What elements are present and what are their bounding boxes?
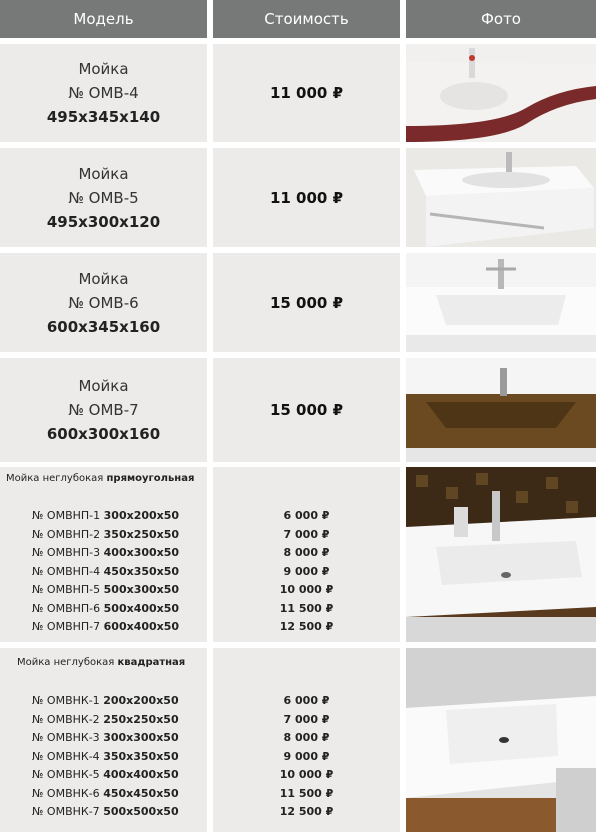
item-price: 12 500 ₽ [279, 620, 334, 633]
model-cell [0, 44, 207, 142]
item-size: 350x250x50 [103, 527, 180, 541]
model-dims: 600x300x160 [46, 425, 161, 443]
list-item [32, 803, 179, 822]
group-items [32, 507, 179, 637]
item-price: 7 000 ₽ [283, 527, 330, 541]
group-title-bold: квадратная [117, 657, 186, 668]
item-price: 12 500 ₽ [279, 805, 334, 818]
price: 15 000 ₽ [269, 401, 344, 419]
list-item [32, 729, 179, 748]
item-size: 450x450x50 [103, 786, 179, 800]
item-code: № ОМВНП-7 [32, 620, 101, 633]
item-code: № ОМВНК-5 [32, 768, 100, 781]
item-code: № ОМВНП-5 [32, 583, 101, 596]
model-name: Мойка [78, 269, 129, 288]
item-code: № ОМВНП-6 [32, 601, 101, 615]
model-cell [0, 358, 207, 462]
model-cell [0, 253, 207, 352]
price-cell [213, 44, 400, 142]
item-code: № ОМВНК-7 [32, 805, 100, 818]
group-prices [213, 692, 400, 822]
item-size: 300x200x50 [103, 509, 180, 522]
list-item [32, 785, 179, 804]
list-item [32, 507, 179, 526]
item-size: 400x400x50 [103, 768, 179, 781]
item-size: 500x500x50 [103, 805, 179, 818]
list-item [32, 711, 179, 730]
item-code: № ОМВНП-3 [32, 546, 101, 559]
item-size: 200x200x50 [103, 694, 179, 707]
group-prices [213, 507, 400, 637]
price: 11 000 ₽ [269, 84, 344, 102]
item-price: 9 000 ₽ [283, 749, 330, 763]
item-size: 500x300x50 [103, 583, 180, 596]
item-price: 8 000 ₽ [283, 546, 330, 559]
model-code: № ОМВ-4 [68, 84, 139, 102]
item-code: № ОМВНК-4 [32, 749, 100, 763]
model-code: № ОМВ-5 [68, 188, 139, 207]
item-size: 500x400x50 [103, 601, 180, 615]
item-size: 400x300x50 [103, 546, 180, 559]
model-name: Мойка [78, 377, 129, 395]
group-title [17, 657, 185, 668]
model-dims: 600x345x160 [46, 317, 161, 336]
item-price: 6 000 ₽ [283, 509, 330, 522]
item-code: № ОМВНК-1 [32, 694, 100, 707]
list-item [32, 600, 179, 619]
list-item [32, 692, 179, 711]
price: 15 000 ₽ [269, 293, 344, 312]
item-size: 250x250x50 [103, 712, 179, 726]
list-item [32, 618, 179, 637]
item-price: 9 000 ₽ [283, 564, 330, 578]
list-item [32, 766, 179, 785]
item-code: № ОМВНК-2 [32, 712, 100, 726]
sink-photo [406, 44, 596, 142]
item-price: 8 000 ₽ [283, 731, 330, 744]
list-item [32, 748, 179, 767]
group-title-plain: Мойка неглубокая [6, 473, 107, 484]
group-title-bold: прямоугольная [106, 473, 195, 484]
item-size: 300x300x50 [103, 731, 179, 744]
model-dims: 495x345x140 [46, 108, 161, 126]
price-cell [213, 358, 400, 462]
item-price: 6 000 ₽ [283, 694, 330, 707]
item-code: № ОМВНК-6 [32, 786, 100, 800]
list-item [32, 526, 179, 545]
sink-photo [406, 253, 596, 352]
list-item [32, 581, 179, 600]
list-item [32, 544, 179, 563]
model-code: № ОМВ-7 [68, 401, 139, 419]
sink-photo [406, 467, 596, 642]
item-code: № ОМВНП-2 [32, 527, 101, 541]
group-items [32, 692, 179, 822]
model-cell [0, 148, 207, 247]
header-photo: Фото [406, 0, 596, 38]
group-title [6, 473, 194, 484]
item-price: 11 500 ₽ [279, 786, 334, 800]
price-cell [213, 253, 400, 352]
item-price: 10 000 ₽ [279, 583, 334, 596]
model-dims: 495x300x120 [46, 212, 161, 231]
item-code: № ОМВНК-3 [32, 731, 100, 744]
group-title-plain: Мойка неглубокая [17, 657, 118, 668]
item-code: № ОМВНП-4 [32, 564, 101, 578]
model-code: № ОМВ-6 [68, 293, 139, 312]
item-price: 10 000 ₽ [279, 768, 334, 781]
item-size: 600x400x50 [103, 620, 180, 633]
header-model: Модель [0, 0, 207, 38]
sink-photo [406, 648, 596, 832]
sink-photo [406, 358, 596, 462]
sink-photo [406, 148, 596, 247]
model-name: Мойка [78, 60, 129, 78]
price-cell [213, 148, 400, 247]
list-item [32, 563, 179, 582]
item-price: 11 500 ₽ [279, 601, 334, 615]
item-size: 450x350x50 [103, 564, 180, 578]
item-code: № ОМВНП-1 [32, 509, 101, 522]
item-price: 7 000 ₽ [283, 712, 330, 726]
header-cost: Стоимость [213, 0, 400, 38]
item-size: 350x350x50 [103, 749, 179, 763]
price: 11 000 ₽ [269, 188, 344, 207]
model-name: Мойка [78, 164, 129, 183]
